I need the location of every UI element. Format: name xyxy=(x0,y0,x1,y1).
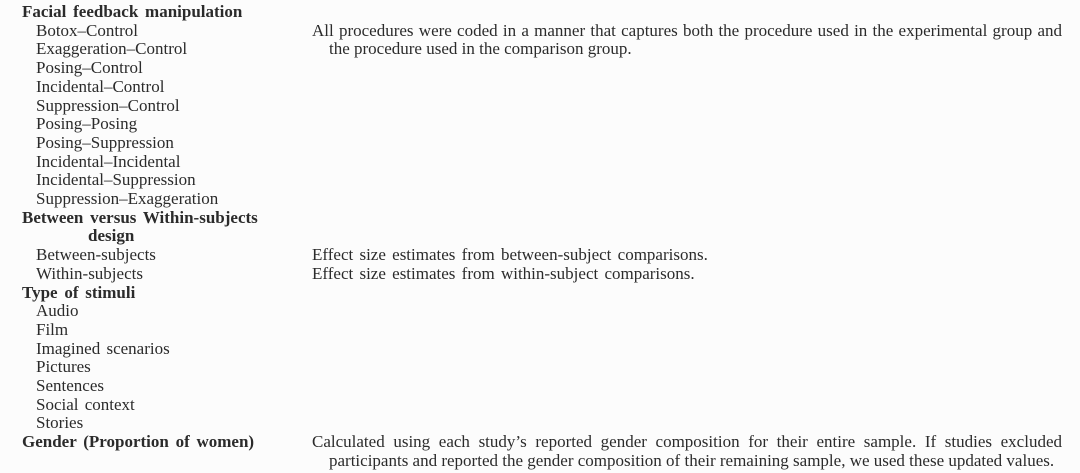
category-header-design-line1: Between versus Within-subjects xyxy=(22,207,258,227)
category-item-social-context: Social context xyxy=(36,394,135,414)
category-item-within-subjects: Within-subjects xyxy=(36,263,143,283)
category-header-design-line2: design xyxy=(88,226,135,246)
design-row-within-label-cell xyxy=(0,265,312,284)
design-row-within xyxy=(0,265,1080,284)
category-item-stories: Stories xyxy=(36,413,84,433)
category-item-sentences: Sentences xyxy=(36,376,104,396)
gender-group xyxy=(0,433,1080,470)
category-header-facial-feedback: Facial feedback manipulation xyxy=(22,2,243,21)
design-row-between-label-cell xyxy=(0,246,312,265)
description-text-procedures: All procedures were coded in a manner that captures both the procedure used in the experimental group and the procedure used in the comparison group. xyxy=(312,20,1062,59)
category-item-posing-control: Posing–Control xyxy=(36,58,143,78)
gender-description-cell xyxy=(312,433,1062,470)
category-item-botox-control: Botox–Control xyxy=(36,20,139,40)
facial-feedback-item-list xyxy=(0,22,312,209)
category-item-posing-posing: Posing–Posing xyxy=(36,114,138,134)
facial-feedback-group xyxy=(0,22,1080,209)
category-item-between-subjects: Between-subjects xyxy=(36,245,156,265)
category-item-incidental-control: Incidental–Control xyxy=(36,76,165,96)
description-text-gender: Calculated using each study’s reported gender composition for their entire sample. If studies excluded participants and reported the gender composition of their remaining sample, we used these updated values. xyxy=(312,432,1062,470)
design-row-within-description-cell xyxy=(312,265,1062,284)
category-item-pictures: Pictures xyxy=(36,357,91,377)
category-header-stimuli: Type of stimuli xyxy=(22,282,136,302)
description-text-between-subjects: Effect size estimates from between-subject comparisons. xyxy=(312,245,708,265)
design-row-between xyxy=(0,246,1080,265)
description-text-within-subjects: Effect size estimates from within-subject comparisons. xyxy=(312,263,695,283)
category-item-suppression-exaggeration: Suppression–Exaggeration xyxy=(36,189,219,209)
category-item-audio: Audio xyxy=(36,301,79,321)
category-item-exaggeration-control: Exaggeration–Control xyxy=(36,39,188,59)
category-item-imagined-scenarios: Imagined scenarios xyxy=(36,338,170,358)
design-row-between-description-cell xyxy=(312,246,1062,265)
gender-header-cell xyxy=(0,433,312,452)
category-item-incidental-suppression: Incidental–Suppression xyxy=(36,170,196,190)
category-item-posing-suppression: Posing–Suppression xyxy=(36,132,174,152)
category-header-gender: Gender (Proportion of women) xyxy=(22,432,255,452)
category-item-incidental-incidental: Incidental–Incidental xyxy=(36,151,181,171)
facial-feedback-description-cell xyxy=(312,22,1062,59)
category-item-film: Film xyxy=(36,319,69,339)
category-item-suppression-control: Suppression–Control xyxy=(36,95,180,115)
